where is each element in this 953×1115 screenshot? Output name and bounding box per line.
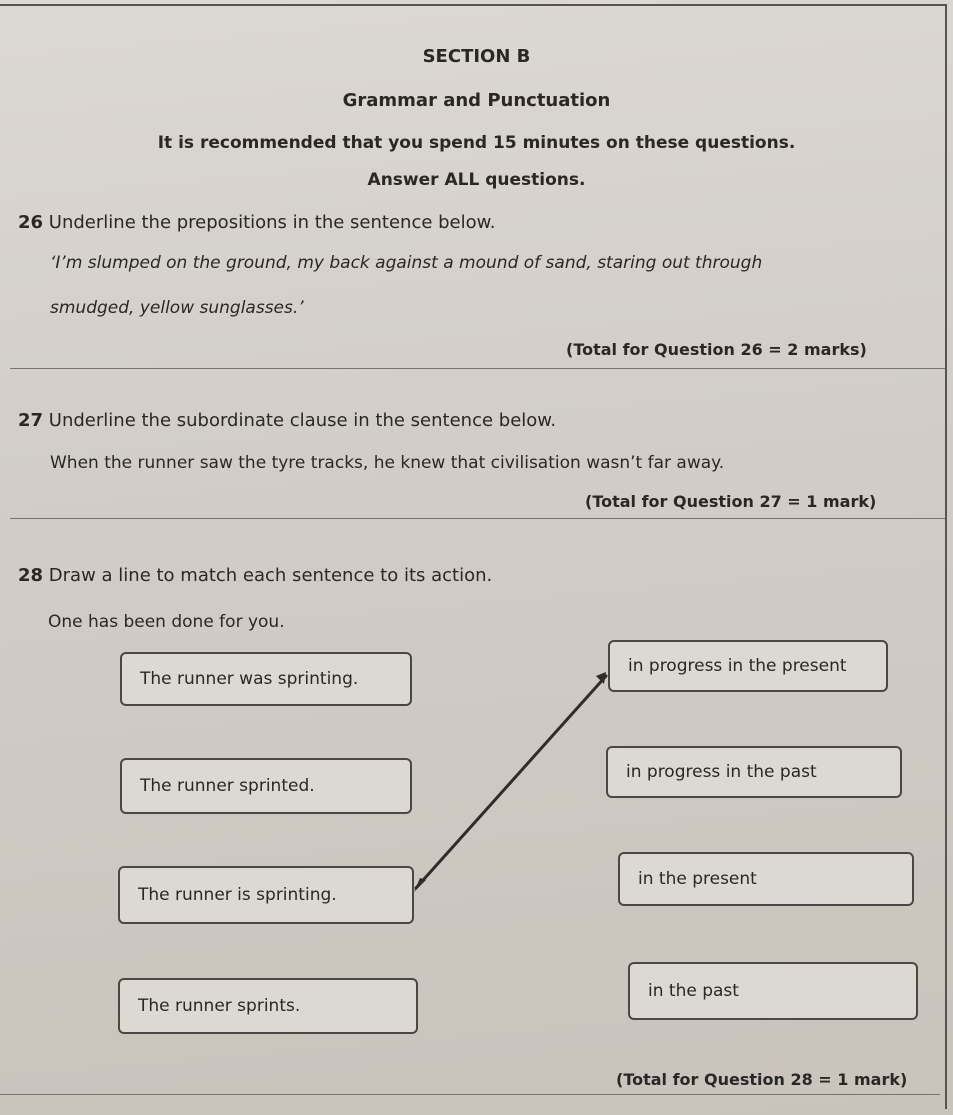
question-28-divider [0, 1094, 940, 1095]
action-box-label: in the present [638, 869, 757, 889]
sentence-box-label: The runner sprinted. [140, 776, 315, 796]
question-28-total: (Total for Question 28 = 1 mark) [616, 1070, 908, 1089]
question-27-prompt: Underline the subordinate clause in the sentence below. [48, 410, 557, 431]
sentence-box-label: The runner is sprinting. [138, 885, 337, 905]
action-box-label: in the past [648, 981, 739, 1001]
question-26-prompt: Underline the prepositions in the sentence below. [48, 212, 496, 233]
action-box-label: in progress in the present [628, 656, 847, 676]
question-28-example-note: One has been done for you. [48, 612, 285, 632]
question-27-total: (Total for Question 27 = 1 mark) [585, 492, 877, 511]
time-recommendation: It is recommended that you spend 15 minutes on these questions. [157, 133, 796, 153]
question-28-number: 28 [18, 565, 44, 586]
question-26-sentence-line-1[interactable]: ‘I’m slumped on the ground, my back against a mound of sand, staring out through [50, 253, 763, 273]
sentence-box-label: The runner was sprinting. [140, 669, 359, 689]
section-heading: SECTION B [422, 46, 531, 67]
question-28-prompt: Draw a line to match each sentence to its action. [48, 565, 493, 586]
question-26-sentence-line-2[interactable]: smudged, yellow sunglasses.’ [50, 298, 304, 318]
subject-heading: Grammar and Punctuation [342, 90, 611, 111]
question-26-total: (Total for Question 26 = 2 marks) [566, 340, 867, 359]
question-26-number: 26 [18, 212, 44, 233]
question-27-sentence[interactable]: When the runner saw the tyre tracks, he knew that civilisation wasn’t far away. [50, 453, 725, 473]
action-box-label: in progress in the past [626, 762, 817, 782]
answer-all-instruction: Answer ALL questions. [367, 170, 586, 190]
sentence-box-label: The runner sprints. [138, 996, 301, 1016]
question-27-number: 27 [18, 410, 44, 431]
arrowhead-icon [414, 878, 426, 892]
example-match-line [416, 676, 606, 888]
